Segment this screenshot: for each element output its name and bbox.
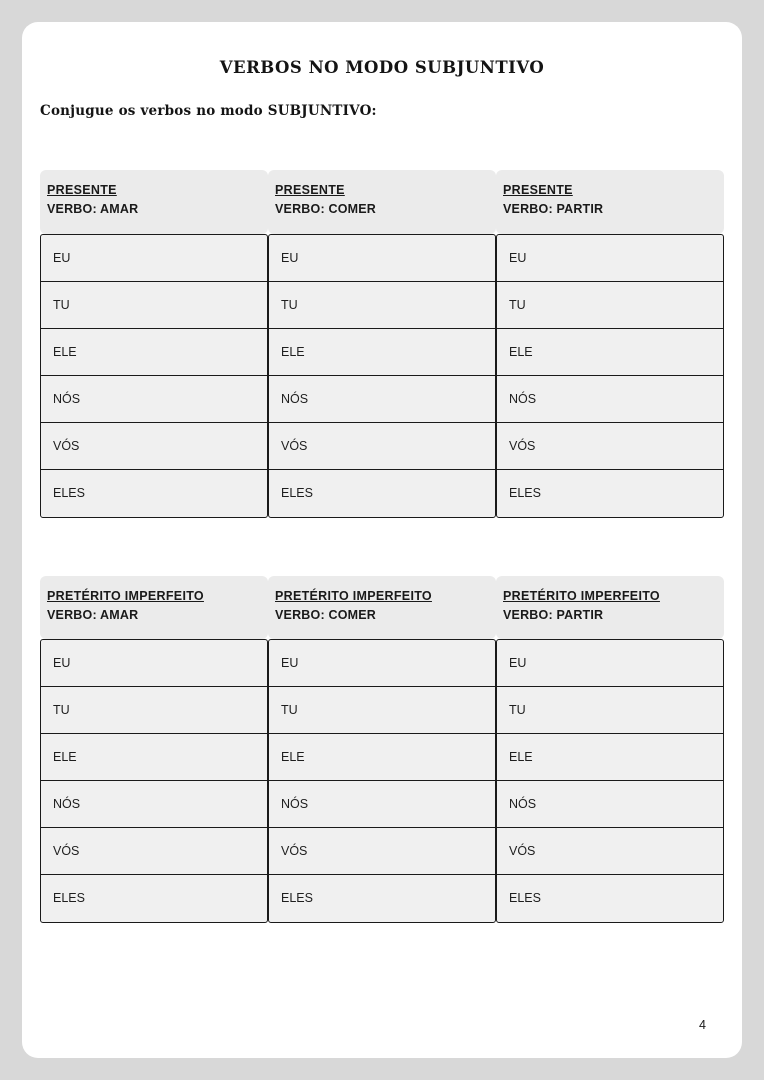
conjugation-card [496,576,724,923]
instruction-text: Conjugue os verbos no modo SUBJUNTIVO: [40,103,377,119]
answer-row[interactable]: VÓS [497,828,723,875]
answer-row[interactable]: TU [497,687,723,734]
conjugation-card [40,170,268,518]
conjugation-grid-presente [40,170,724,518]
card-header [268,576,496,639]
answer-row[interactable]: EU [269,235,495,282]
card-tense-label: PRETÉRITO IMPERFEITO [275,589,432,603]
answer-rows [40,639,268,923]
answer-row[interactable]: TU [497,282,723,329]
answer-row[interactable]: ELES [509,891,541,905]
card-header [40,170,268,234]
card-tense-label: PRESENTE [47,183,117,197]
answer-row[interactable]: ELES [509,486,541,500]
card-verb-label: VERBO: COMER [275,202,377,216]
answer-row[interactable]: EU [269,640,495,687]
answer-row[interactable]: EU [497,235,723,282]
card-header [496,170,724,234]
answer-row[interactable]: ELES [281,891,313,905]
answer-row[interactable]: TU [269,282,495,329]
answer-row[interactable]: VÓS [269,828,495,875]
answer-row[interactable]: NÓS [497,376,723,423]
answer-row[interactable]: VÓS [41,423,267,470]
answer-row[interactable]: ELES [53,891,85,905]
card-tense-label: PRETÉRITO IMPERFEITO [47,589,204,603]
answer-row[interactable]: ELES [53,486,85,500]
answer-row[interactable]: EU [41,235,267,282]
card-tense-label: PRESENTE [275,183,345,197]
answer-row[interactable]: NÓS [269,376,495,423]
answer-row[interactable]: NÓS [269,781,495,828]
page-number: 4 [699,1018,706,1032]
answer-row[interactable]: VÓS [41,828,267,875]
answer-rows [496,639,724,923]
answer-rows [268,234,496,518]
answer-row[interactable]: ELE [41,329,267,376]
answer-row[interactable]: ELE [497,734,723,781]
answer-rows [268,639,496,923]
answer-row[interactable]: ELE [497,329,723,376]
card-verb-label: VERBO: PARTIR [503,202,604,216]
answer-row[interactable]: VÓS [269,423,495,470]
answer-row[interactable]: NÓS [41,781,267,828]
card-verb-label: VERBO: AMAR [47,202,139,216]
card-tense-label: PRESENTE [503,183,573,197]
conjugation-card [496,170,724,518]
answer-row[interactable]: TU [269,687,495,734]
conjugation-card [40,576,268,923]
card-header [40,576,268,639]
answer-row[interactable]: EU [497,640,723,687]
card-header [268,170,496,234]
page-title: VERBOS NO MODO SUBJUNTIVO [219,58,545,77]
conjugation-card [268,170,496,518]
answer-row[interactable]: ELE [269,329,495,376]
card-tense-label: PRETÉRITO IMPERFEITO [503,589,660,603]
worksheet-page [22,22,742,1058]
answer-row[interactable]: NÓS [41,376,267,423]
answer-row[interactable]: VÓS [497,423,723,470]
card-verb-label: VERBO: PARTIR [503,608,604,622]
answer-rows [40,234,268,518]
card-verb-label: VERBO: AMAR [47,608,139,622]
answer-row[interactable]: TU [41,282,267,329]
answer-row[interactable]: NÓS [497,781,723,828]
answer-row[interactable]: ELE [269,734,495,781]
conjugation-card [268,576,496,923]
card-verb-label: VERBO: COMER [275,608,377,622]
conjugation-grid-preterito-imperfeito [40,576,724,923]
answer-row[interactable]: ELE [41,734,267,781]
answer-row[interactable]: EU [41,640,267,687]
answer-row[interactable]: TU [41,687,267,734]
answer-row[interactable]: ELES [281,486,313,500]
card-header [496,576,724,639]
answer-rows [496,234,724,518]
